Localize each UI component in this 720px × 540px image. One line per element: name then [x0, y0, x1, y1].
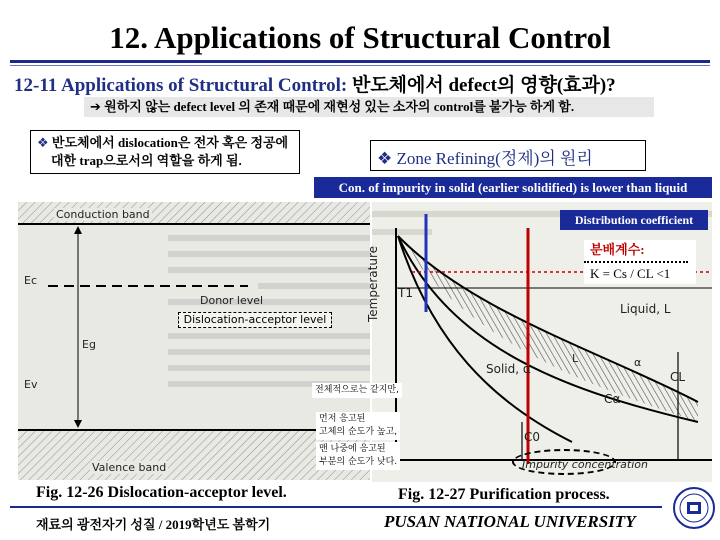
distribution-coefficient-box: [584, 240, 696, 284]
distribution-formula: K = Cs / CL <1: [590, 266, 671, 281]
cl-label: CL: [670, 370, 686, 384]
callout-text: 원하지 않는 defect level 의 존재 때문에 재현성 있는 소자의 control를 불가능 하게 함.: [100, 99, 575, 114]
t1-label: T1: [398, 286, 413, 300]
dotted-divider: [584, 261, 688, 263]
title-rule: [10, 60, 710, 63]
dislocation-note-box: [30, 130, 300, 174]
callout-banner: [84, 97, 654, 117]
subtitle-korean: 반도체에서 defect의 영향(효과)?: [351, 75, 616, 96]
ca-label: Cα: [604, 392, 621, 406]
valence-band-label: Valence band: [92, 461, 167, 474]
figure-caption-right: Fig. 12-27 Purification process.: [398, 486, 610, 503]
ec-label: Ec: [24, 274, 37, 287]
footer-university: PUSAN NATIONAL UNIVERSITY: [384, 512, 636, 531]
note-last-solidified: 맨 나중에 응고된 부분의 순도가 낮다.: [316, 442, 400, 470]
solid-label: Solid, α: [486, 362, 531, 376]
note-first-solidified: 먼저 응고된 고체의 순도가 높고,: [316, 412, 400, 440]
note-overall: 전체적으로는 같지만,: [312, 383, 402, 398]
zone-refining-box: [370, 140, 646, 171]
impurity-axis-label: Impurity concentration: [522, 458, 648, 471]
subtitle-english: 12-11 Applications of Structural Control:: [14, 75, 352, 96]
donor-level-label: Donor level: [200, 294, 264, 307]
distribution-label: 분배계수:: [590, 242, 645, 257]
concentration-banner: Con. of impurity in solid (earlier solidified) is lower than liquid: [314, 177, 712, 198]
zone-refining-text: Zone Refining(정제)의 원리: [392, 149, 593, 168]
dislocation-line-1: ❖ 반도체에서 dislocation은 전자 혹은 정공에: [37, 135, 289, 151]
ev-label: Ev: [24, 378, 38, 391]
l-label: L: [572, 352, 579, 365]
footer-course: 재료의 광전자기 성질 / 2019학년도 봄학기: [36, 517, 271, 532]
arrow-icon: ➔: [90, 100, 101, 115]
eg-label: Eg: [82, 338, 96, 351]
diamond-bullet-icon: ❖: [377, 149, 393, 169]
alpha-label: α: [634, 356, 642, 369]
distribution-coefficient-banner: Distribution coefficient: [560, 210, 708, 230]
page-title: 12. Applications of Structural Control: [109, 20, 611, 55]
title-rule-thin: [10, 65, 710, 66]
conduction-band-label: Conduction band: [56, 208, 150, 221]
liquid-label: Liquid, L: [620, 302, 671, 316]
diamond-bullet-icon: ❖: [37, 136, 49, 151]
impurity-highlight-ellipse: [512, 449, 616, 475]
dislocation-line-2: 대한 trap으로서의 역할을 하게 됨.: [51, 153, 242, 168]
dislocation-acceptor-level-label: Dislocation-acceptor level: [178, 312, 332, 328]
c0-label: C0: [524, 430, 541, 444]
temperature-axis-label: Temperature: [366, 245, 380, 322]
figure-caption-left: Fig. 12-26 Dislocation-acceptor level.: [36, 484, 287, 501]
section-subtitle: [14, 70, 616, 97]
footer-rule: [10, 506, 662, 508]
university-seal-icon: [672, 486, 716, 530]
